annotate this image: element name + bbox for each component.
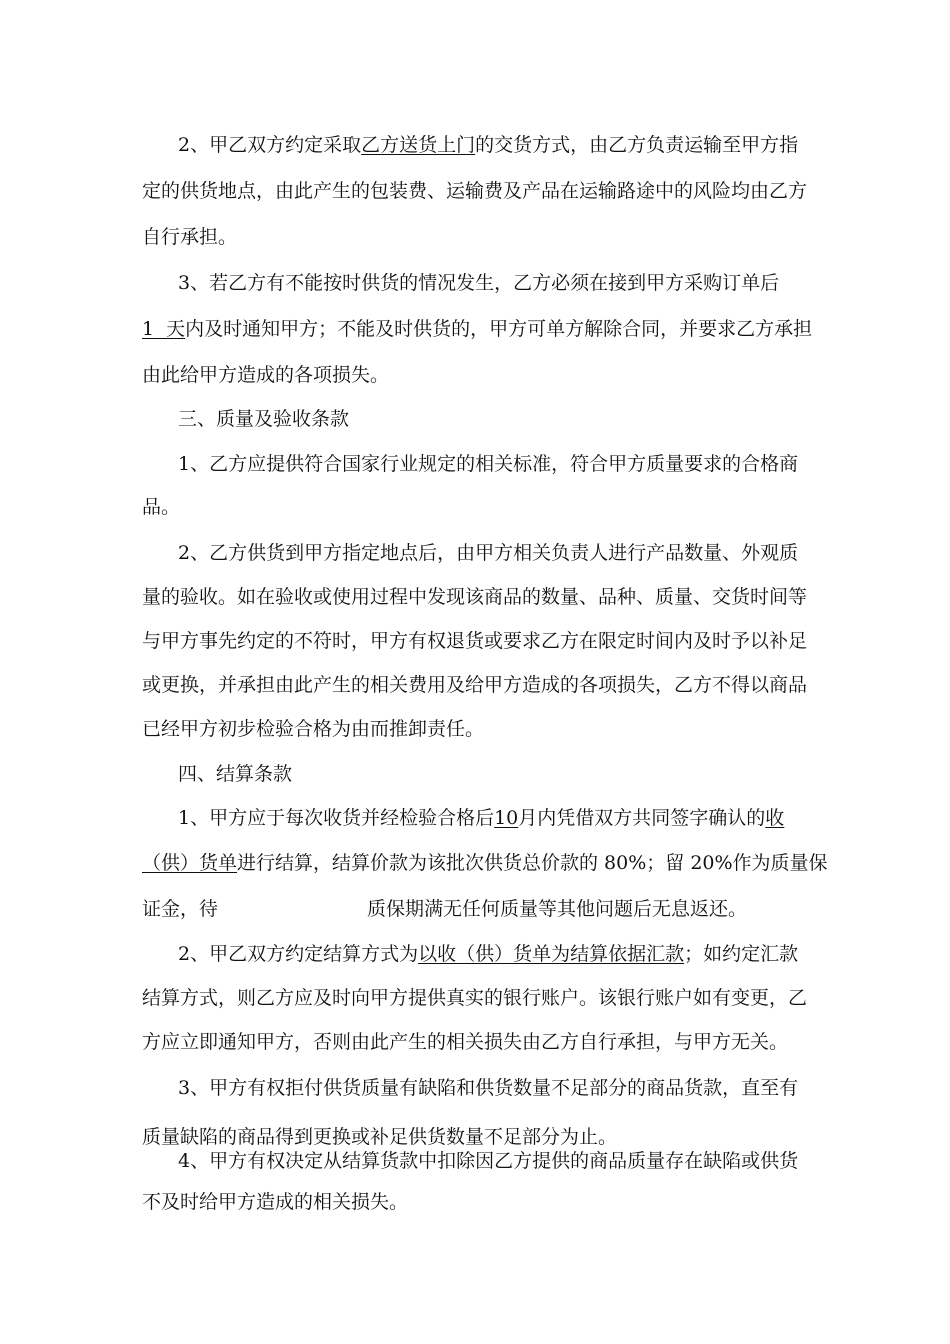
quality-clause-2-line-1: 2、乙方供货到甲方指定地点后，由甲方相关负责人进行产品数量、外观质	[178, 542, 799, 564]
underlined-term: （供）货单	[142, 852, 238, 874]
underlined-days: 1 天	[142, 318, 186, 340]
text-run: 月内凭借双方共同签字确认的	[518, 807, 766, 829]
quality-clause-2-line-2: 量的验收。如在验收或使用过程中发现该商品的数量、品种、质量、交货时间等	[142, 586, 808, 608]
text-run: 的交货方式，由乙方负责运输至甲方指	[475, 134, 799, 156]
text-run: 质保期满无任何质量等其他问题后无息返还。	[367, 898, 748, 920]
settlement-clause-3-line-2: 质量缺陷的商品得到更换或补足供货数量不足部分为止。	[142, 1126, 618, 1148]
settlement-clause-2-line-2: 结算方式，则乙方应及时向甲方提供真实的银行账户。该银行账户如有变更，乙	[142, 987, 808, 1009]
section-heading-quality: 三、质量及验收条款	[178, 408, 350, 430]
settlement-clause-1-line-1	[178, 806, 784, 830]
text-run: 1、甲方应于每次收货并经检验合格后	[178, 807, 495, 829]
text-run: 进行结算，结算价款为该批次供货总价款的 80%；留 20%作为质量保	[237, 852, 828, 874]
late-supply-clause-line-1: 3、若乙方有不能按时供货的情况发生，乙方必须在接到甲方采购订单后	[178, 272, 780, 294]
quality-clause-2-line-4: 或更换，并承担由此产生的相关费用及给甲方造成的各项损失，乙方不得以商品	[142, 674, 808, 696]
late-supply-clause-line-2	[142, 317, 812, 341]
quality-clause-1-line-2: 品。	[142, 496, 181, 518]
quality-clause-1-line-1: 1、乙方应提供符合国家行业规定的相关标准，符合甲方质量要求的合格商	[178, 453, 799, 475]
text-run: 证金，待	[142, 898, 219, 920]
underlined-term: 以收（供）货单为结算依据汇款	[418, 943, 685, 965]
delivery-clause-line-1	[178, 133, 798, 157]
text-run: 内及时通知甲方；不能及时供货的，甲方可单方解除合同，并要求乙方承担	[185, 318, 813, 340]
quality-clause-2-line-3: 与甲方事先约定的不符时，甲方有权退货或要求乙方在限定时间内及时予以补足	[142, 630, 808, 652]
settlement-clause-2-line-1	[178, 942, 798, 966]
text-run: 2、甲乙双方约定结算方式为	[178, 943, 419, 965]
text-run: ；如约定汇款	[684, 943, 799, 965]
settlement-clause-4-line-2: 不及时给甲方造成的相关损失。	[142, 1191, 409, 1213]
delivery-clause-line-2: 定的供货地点，由此产生的包装费、运输费及产品在运输路途中的风险均由乙方	[142, 180, 808, 202]
delivery-clause-line-3: 自行承担。	[142, 226, 238, 248]
section-heading-settlement: 四、结算条款	[178, 763, 293, 785]
underlined-months: 10	[494, 807, 519, 829]
settlement-clause-1-line-3	[142, 897, 747, 921]
late-supply-clause-line-3: 由此给甲方造成的各项损失。	[142, 364, 390, 386]
settlement-clause-3-line-1: 3、甲方有权拒付供货质量有缺陷和供货数量不足部分的商品货款，直至有	[178, 1077, 799, 1099]
underlined-term: 收	[765, 807, 785, 829]
settlement-clause-4-line-1: 4、甲方有权决定从结算货款中扣除因乙方提供的商品质量存在缺陷或供货	[178, 1150, 799, 1172]
settlement-clause-1-line-2	[142, 851, 828, 875]
quality-clause-2-line-5: 已经甲方初步检验合格为由而推卸责任。	[142, 718, 485, 740]
text-run: 2、甲乙双方约定采取	[178, 134, 362, 156]
settlement-clause-2-line-3: 方应立即通知甲方，否则由此产生的相关损失由乙方自行承担，与甲方无关。	[142, 1031, 789, 1053]
underlined-term: 乙方送货上门	[361, 134, 476, 156]
